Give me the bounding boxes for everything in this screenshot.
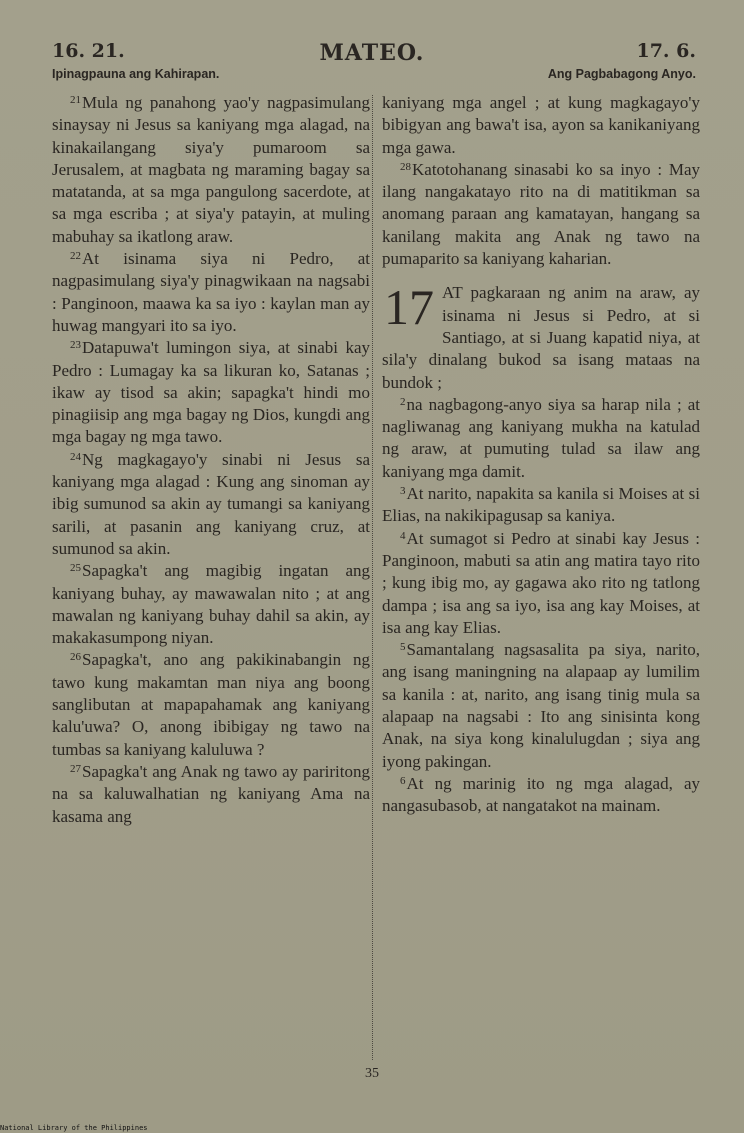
verse-number: 21 — [70, 94, 81, 106]
column-divider — [372, 95, 374, 1060]
verse-text: Ng magkagayo'y sinabi ni Jesus sa kaniyang mga alagad : Kung ang sinoman ay ibig sumunod sa akin ay tumangi sa kaniyang sarili, at pasanin ang kaniyang cruz, at sumunod sa akin. — [52, 449, 370, 558]
verse-continuation: kaniyang mga angel ; at kung magkagayo'y bibigyan ang bawa't isa, ayon sa kanikaniyang mga gawa. — [382, 93, 700, 157]
verse-number: 28 — [400, 160, 411, 173]
verse-number: 4 — [400, 529, 406, 542]
section-heading-left: Ipinagpauna ang Kahirapan. — [52, 67, 220, 81]
library-footer: National Library of the Philippines — [0, 1124, 148, 1132]
verse — [382, 483, 700, 528]
verse-number: 24 — [70, 450, 81, 463]
verse — [382, 639, 700, 773]
verse — [382, 773, 700, 818]
verse-text: Sapagka't ang Anak ng tawo ay pariritong na sa kaluwalhatian ng kaniyang Ama na kasama ang — [52, 761, 370, 826]
verse-text: na nagbagong-anyo siya sa harap nila ; at nagliwanag ang kaniyang mukha na katulad ng araw, at pumuting tulad sa ilaw ang kaniyang mga damit. — [382, 394, 700, 481]
left-column — [52, 92, 370, 828]
verse-text: Mula ng panahong yao'y nagpasimulang sinaysay ni Jesus sa kaniyang mga alagad, na kinakailangang siya'y pumaroom sa Jerusalem, at magbata ng maraming bagay sa matatanda, at sa mga pangulong sacerdote, at sa mga escriba ; at siya'y patayin, at muling mabuhay sa ikatlong araw. — [52, 93, 370, 246]
verse — [382, 159, 700, 270]
verse — [382, 528, 700, 639]
page-number: 35 — [365, 1066, 379, 1081]
verse-text: Sapagka't ang magibig ingatan ang kaniyang buhay, ay mawawalan nito ; at ang mawalan ng kaniyang buhay dahil sa akin, ay makakasumpong niyan. — [52, 561, 370, 648]
section-heading-right: Ang Pagbabagong Anyo. — [547, 67, 696, 81]
verse-number: 5 — [400, 641, 406, 654]
verse — [52, 649, 370, 760]
verse-number: 26 — [70, 651, 81, 664]
running-head-right-ref: 17. 6. — [636, 40, 696, 62]
chapter-number: 17 — [384, 279, 434, 336]
verse-number: 23 — [70, 339, 81, 352]
verse-text: At narito, napakita sa kanila si Moises at si Elias, na nakikipagusap sa kaniya. — [382, 484, 700, 526]
verse-number: 27 — [70, 762, 81, 775]
verse-text: At sumagot si Pedro at sinabi kay Jesus : Panginoon, mabuti sa atin ang matira tayo rito ; kung ibig mo, ay gagawa ako rito ng tatlong dampa ; isa ang sa iyo, isa ang kay Moises, at isa ang kay Elias. — [382, 528, 700, 637]
verse-text: Sapagka't, ano ang pakikinabangin ng tawo kung makamtan man niya ang boong sanglibutan at mapapahamak ang kaniyang kalu'uwa? O, anong ibibigay ng tawo na tumbas sa kaniyang kaluluwa ? — [52, 650, 370, 759]
verse-number: 22 — [70, 250, 81, 263]
verse-number: 6 — [400, 774, 406, 787]
running-head-title: MATEO. — [319, 40, 425, 66]
chapter-start — [382, 279, 700, 393]
verse-text: At isinama siya ni Pedro, at nagpasimulang siya'y pinagwikaan na nagsabi : Panginoon, maawa ka sa iyo : kaylan man ay huwag mangyari ito sa iyo. — [52, 249, 370, 335]
verse-number: 25 — [70, 562, 81, 575]
verse-text: At ng marinig ito ng mga alagad, ay nangasubasob, at nangatakot na mainam. — [382, 773, 700, 816]
verse-text: Samantalang nagsasalita pa siya, narito, ang isang maningning na alapaap ay lumilim sa kanila : at, narito, ang isang tinig mula sa alapaap na nagsabi : Ito ang sinisinta kong Anak, na siya kong kinalulugdan ; siya ang iyong pakingan. — [382, 640, 700, 771]
verse — [52, 761, 370, 828]
verse-number: 3 — [400, 485, 406, 498]
verse — [52, 337, 370, 448]
verse — [52, 248, 370, 337]
chapter-first-verse: AT pagkaraan ng anim na araw, ay isinama ni Jesus si Pedro, at si Santiago, at si Juang kapatid niya, at sila'y dinalang bukod sa isang mataas na bundok ; — [382, 283, 700, 392]
verse — [52, 92, 370, 248]
right-column — [382, 92, 700, 818]
verse — [52, 449, 370, 560]
verse — [52, 560, 370, 649]
verse-number: 2 — [400, 395, 406, 408]
verse-text: Datapuwa't lumingon siya, at sinabi kay Pedro : Lumagay ka sa likuran ko, Satanas ; ikaw ay tisod sa akin; sapagka't hindi mo pinagiisip ang mga bagay ng Dios, kungdi ang mga bagay ng mga tawo. — [52, 338, 370, 447]
verse — [382, 394, 700, 483]
running-head-left-ref: 16. 21. — [52, 40, 125, 62]
verse-text: Katotohanang sinasabi ko sa inyo : May ilang nangakatayo rito na di matitikman sa anomang paraan ang kamatayan, hangang sa kanilang makita ang Anak ng tawo na pumaparito sa kaniyang kaharian. — [382, 159, 700, 269]
